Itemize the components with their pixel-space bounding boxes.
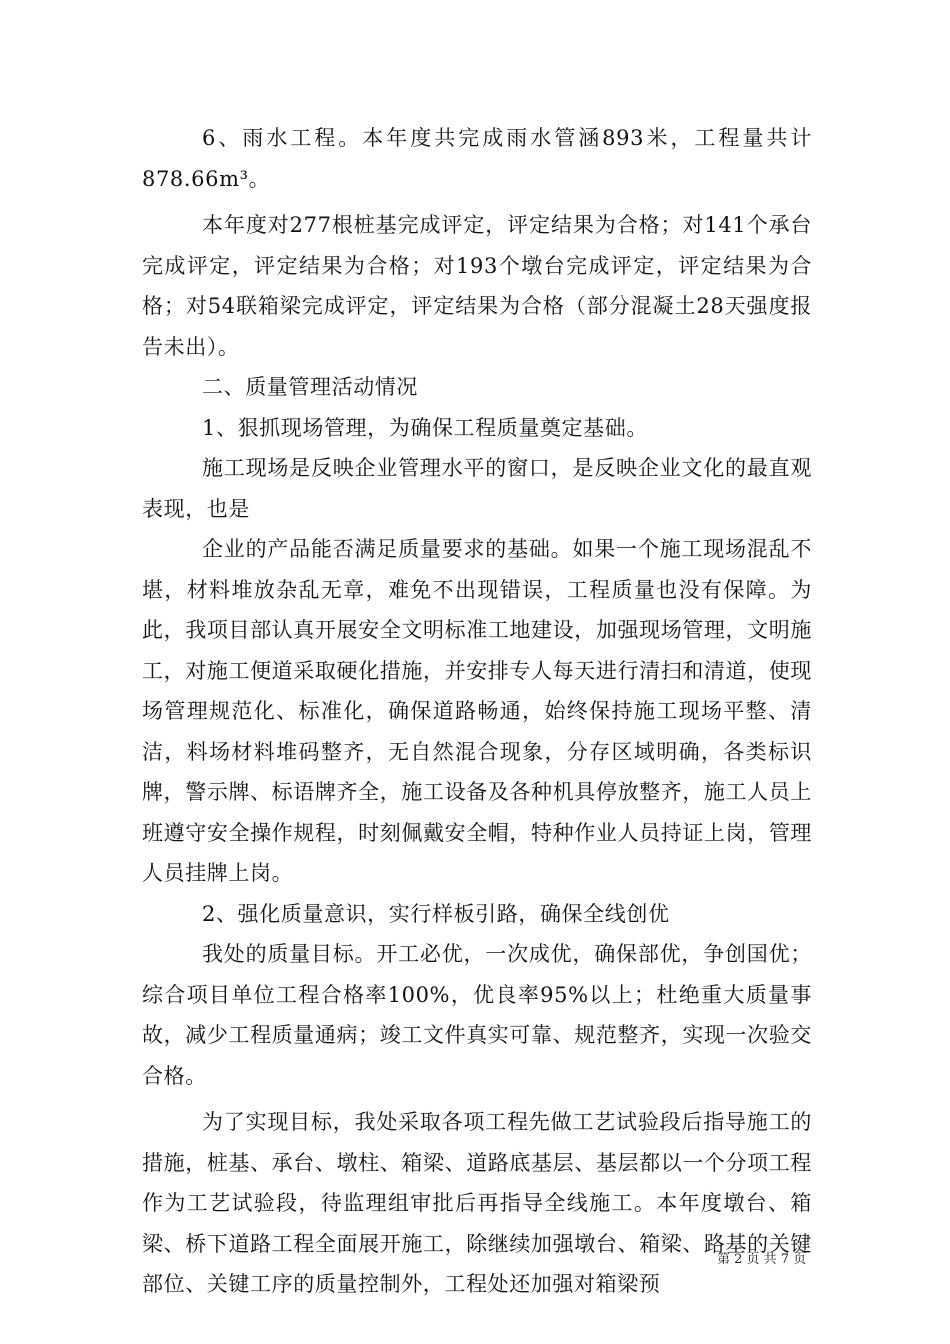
paragraph-trial-sections: 为了实现目标，我处采取各项工程先做工艺试验段后指导施工的措施，桩基、承台、墩柱、箱梁、道路底基层、基层都以一个分项工程作为工艺试验段，待监理组审批后再指导全线施工。本年度墩台、箱梁、桥下道路工程全面展开施工，除继续加强墩台、箱梁、路基的关键部位、关键工序的质量控制外，工程处还加强对箱梁预 [142, 1110, 812, 1296]
paragraph-quality-targets: 我处的质量目标。开工必优，一次成优，确保部优，争创国优；综合项目单位工程合格率100%，优良率95%以上；杜绝重大质量事故，减少工程质量通病；竣工文件真实可靠、规范整齐，实现一次验交合格。 [142, 942, 812, 1088]
paragraph-evaluation-results: 本年度对277根桩基完成评定，评定结果为合格；对141个承台完成评定，评定结果为合格；对193个墩台完成评定，评定结果为合格；对54联箱梁完成评定，评定结果为合格（部分混凝土28天强度报告未出）。 [142, 213, 812, 359]
document-body [142, 118, 812, 1305]
subheading-site-management: 1、狠抓现场管理，为确保工程质量奠定基础。 [202, 415, 648, 440]
subheading-quality-awareness: 2、强化质量意识，实行样板引路，确保全线创优 [202, 901, 670, 926]
page-number-footer: 第 2 页 共 7 页 [717, 1252, 807, 1267]
paragraph-rainwater-works: 6、雨水工程。本年度共完成雨水管涵893米，工程量共计878.66m³。 [142, 126, 812, 191]
section-heading-quality-management: 二、质量管理活动情况 [202, 375, 418, 399]
paragraph-site-management-details: 企业的产品能否满足质量要求的基础。如果一个施工现场混乱不堪，材料堆放杂乱无章，难免不出现错误，工程质量也没有保障。为此，我项目部认真开展安全文明标准工地建设，加强现场管理，文明施工，对施工便道采取硬化措施，并安排专人每天进行清扫和清道，使现场管理规范化、标准化，确保道路畅通，始终保持施工现场平整、清洁，料场材料堆码整齐，无自然混合现象，分存区域明确，各类标识牌，警示牌、标语牌齐全，施工设备及各种机具停放整齐，施工人员上班遵守安全操作规程，时刻佩戴安全帽，特种作业人员持证上岗，管理人员挂牌上岗。 [142, 537, 812, 885]
paragraph-site-window: 施工现场是反映企业管理水平的窗口，是反映企业文化的最直观表现，也是 [142, 456, 812, 521]
